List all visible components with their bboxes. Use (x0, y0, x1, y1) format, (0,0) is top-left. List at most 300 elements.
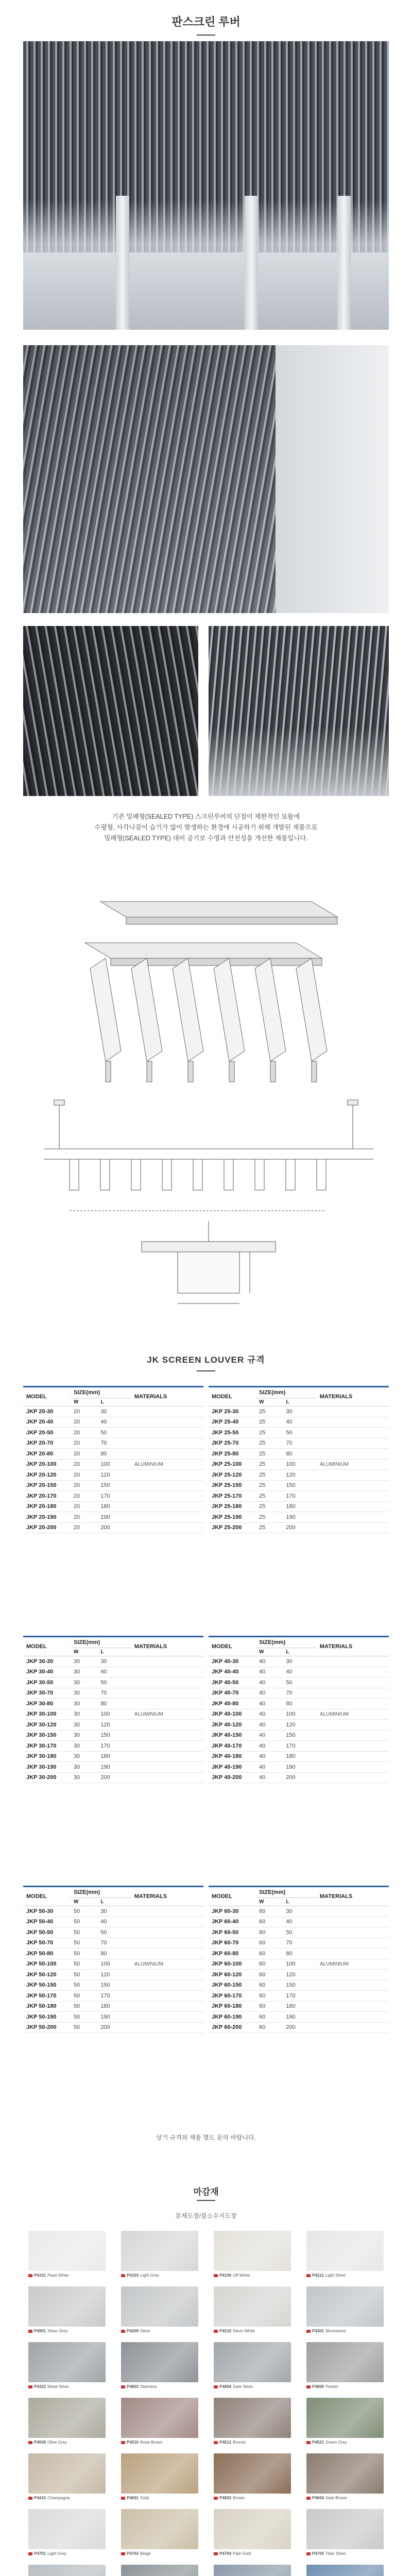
title-divider (197, 35, 215, 36)
photo-column (337, 196, 351, 330)
table-row (23, 1438, 203, 1449)
swatch-name: Green Grey (325, 2440, 347, 2445)
model-cell: JKP 30-40 (23, 1667, 71, 1677)
model-cell: JKP 20-100 (23, 1459, 71, 1470)
swatch-name: Light Grey (140, 2273, 160, 2278)
length-cell: 170 (283, 1491, 317, 1502)
table-header: SIZE(mm) (71, 1887, 131, 1898)
model-cell: JKP 30-150 (23, 1730, 71, 1741)
length-cell: 180 (97, 1751, 131, 1762)
width-cell: 60 (256, 1906, 283, 1917)
model-cell: JKP 40-50 (209, 1677, 256, 1688)
spec-table (209, 1886, 389, 2033)
swatch-code: P4410 (34, 2496, 46, 2500)
spec-title: JK SCREEN LOUVER 규격 (147, 1355, 265, 1365)
table-header: MATERIALS (131, 1887, 203, 1906)
width-cell: 40 (256, 1677, 283, 1688)
width-cell: 25 (256, 1449, 283, 1460)
width-cell: 30 (71, 1656, 97, 1667)
model-cell: JKP 20-30 (23, 1406, 71, 1417)
table-row (23, 1751, 203, 1762)
table-header: MODEL (23, 1387, 71, 1406)
width-cell: 50 (71, 1938, 97, 1948)
length-cell: 50 (97, 1428, 131, 1438)
model-cell: JKP 25-40 (209, 1417, 256, 1428)
finish-swatch (28, 2398, 106, 2438)
model-cell: JKP 25-80 (209, 1449, 256, 1460)
material-cell (317, 1980, 389, 1991)
table-row (23, 1720, 203, 1731)
width-cell: 30 (71, 1667, 97, 1677)
length-cell: 40 (97, 1667, 131, 1677)
width-cell: 60 (256, 1948, 283, 1959)
finish-swatch (306, 2398, 384, 2438)
swatch-label (28, 2384, 69, 2389)
ceiling-photo-detail-right (209, 626, 389, 796)
width-cell: 25 (256, 1428, 283, 1438)
length-cell: 70 (97, 1938, 131, 1948)
length-cell: 120 (283, 1470, 317, 1481)
width-cell: 20 (71, 1501, 97, 1512)
finish-swatch (306, 2231, 384, 2271)
swatch-name: Titan Silver (325, 2551, 346, 2556)
finish-divider (197, 2200, 215, 2201)
model-cell: JKP 60-80 (209, 1948, 256, 1959)
photo-column (245, 196, 258, 330)
model-cell: JKP 60-30 (209, 1906, 256, 1917)
width-cell: 60 (256, 2001, 283, 2012)
swatch-code: P4601 (127, 2496, 139, 2500)
table-row (209, 1762, 389, 1773)
swatch-code: P4210 (219, 2329, 232, 2333)
width-cell: 60 (256, 2022, 283, 2033)
table-row (23, 1417, 203, 1428)
table-row (23, 1991, 203, 2002)
width-cell: 30 (71, 1720, 97, 1731)
model-cell: JKP 40-80 (209, 1699, 256, 1709)
width-cell: 25 (256, 1522, 283, 1533)
width-cell: 60 (256, 1917, 283, 1927)
material-cell (131, 1938, 203, 1948)
width-cell: 25 (256, 1406, 283, 1417)
finish-swatch (28, 2565, 106, 2576)
swatch-label (121, 2440, 163, 2445)
spec-divider (197, 1370, 215, 1371)
material-cell (317, 1741, 389, 1752)
material-cell (317, 1470, 389, 1481)
width-cell: 20 (71, 1512, 97, 1523)
table-subheader: W (71, 1898, 97, 1906)
material-cell (317, 1720, 389, 1731)
swatch-name: Light Grey (47, 2551, 67, 2556)
material-cell (317, 1501, 389, 1512)
material-cell (131, 1667, 203, 1677)
flag-icon (306, 2330, 311, 2333)
model-cell: JKP 30-70 (23, 1688, 71, 1699)
length-cell: 80 (283, 1449, 317, 1460)
swatch-code: P4301 (312, 2329, 324, 2333)
swatch-label (306, 2384, 338, 2389)
swatch-name: Olive Grey (47, 2440, 67, 2445)
swatch-label (28, 2551, 66, 2556)
finish-swatch (121, 2231, 198, 2271)
length-cell: 80 (97, 1699, 131, 1709)
table-row (23, 1906, 203, 1917)
swatch-label (306, 2329, 346, 2333)
model-cell: JKP 60-150 (209, 1980, 256, 1991)
flag-icon (306, 2441, 311, 2444)
length-cell: 170 (97, 1991, 131, 2002)
model-cell: JKP 25-170 (209, 1491, 256, 1502)
installation-drawing (23, 881, 389, 1324)
model-cell: JKP 40-180 (209, 1751, 256, 1762)
finish-swatch (121, 2453, 198, 2494)
length-cell: 150 (283, 1730, 317, 1741)
swatch-label (121, 2384, 157, 2389)
flag-icon (121, 2385, 125, 2388)
model-cell: JKP 20-150 (23, 1480, 71, 1491)
width-cell: 25 (256, 1417, 283, 1428)
material-cell: ALUMINIUM (317, 1459, 389, 1470)
length-cell: 30 (97, 1906, 131, 1917)
swatch-code: P4804 (219, 2384, 232, 2389)
material-cell (317, 1480, 389, 1491)
swatch-name: Pearl White (47, 2273, 69, 2278)
model-cell: JKP 25-180 (209, 1501, 256, 1512)
length-cell: 190 (97, 1762, 131, 1773)
table-header: SIZE(mm) (256, 1387, 317, 1398)
width-cell: 40 (256, 1656, 283, 1667)
photo-column (116, 196, 129, 330)
model-cell: JKP 40-40 (209, 1667, 256, 1677)
table-subheader: L (97, 1398, 131, 1406)
material-cell (131, 1512, 203, 1523)
swatch-label (121, 2273, 159, 2278)
swatch-name: Bronze (233, 2440, 246, 2445)
material-cell (317, 1772, 389, 1783)
width-cell: 50 (71, 1927, 97, 1938)
material-cell (317, 1449, 389, 1460)
width-cell: 20 (71, 1522, 97, 1533)
flag-icon (306, 2385, 311, 2388)
width-cell: 60 (256, 1938, 283, 1948)
swatch-label (306, 2440, 347, 2445)
width-cell: 50 (71, 1991, 97, 2002)
material-cell (131, 1741, 203, 1752)
material-cell (317, 1906, 389, 1917)
length-cell: 180 (283, 2001, 317, 2012)
width-cell: 20 (71, 1459, 97, 1470)
model-cell: JKP 25-150 (209, 1480, 256, 1491)
length-cell: 190 (283, 1762, 317, 1773)
swatch-label (121, 2496, 149, 2500)
length-cell: 30 (97, 1406, 131, 1417)
table-row (209, 2022, 389, 2033)
width-cell: 30 (71, 1741, 97, 1752)
model-cell: JKP 30-170 (23, 1741, 71, 1752)
table-header: MATERIALS (317, 1887, 389, 1906)
swatch-label (214, 2551, 251, 2556)
swatch-name: Gold (140, 2496, 149, 2500)
swatch-label (306, 2551, 346, 2556)
width-cell: 40 (256, 1667, 283, 1677)
table-header: SIZE(mm) (71, 1637, 131, 1648)
finish-swatch (214, 2342, 291, 2382)
flag-icon (28, 2330, 32, 2333)
table-subheader: L (283, 1398, 317, 1406)
material-cell (317, 1938, 389, 1948)
width-cell: 25 (256, 1438, 283, 1449)
material-cell: ALUMINIUM (317, 1959, 389, 1970)
swatch-name: Silver Grey (47, 2329, 68, 2333)
width-cell: 40 (256, 1709, 283, 1720)
model-cell: JKP 20-170 (23, 1491, 71, 1502)
material-cell (131, 1406, 203, 1417)
length-cell: 150 (97, 1730, 131, 1741)
width-cell: 30 (71, 1677, 97, 1688)
material-cell (317, 1917, 389, 1927)
flag-icon (28, 2385, 32, 2388)
width-cell: 20 (71, 1480, 97, 1491)
material-cell (317, 1688, 389, 1699)
model-cell: JKP 40-30 (209, 1656, 256, 1667)
finish-title: 마감재 (193, 2187, 219, 2197)
swatch-name: Silver White (233, 2329, 255, 2333)
width-cell: 30 (71, 1762, 97, 1773)
flag-icon (214, 2552, 218, 2555)
model-cell: JKP 20-50 (23, 1428, 71, 1438)
width-cell: 30 (71, 1699, 97, 1709)
length-cell: 170 (97, 1741, 131, 1752)
spec-table (23, 1636, 203, 1783)
table-row (209, 1459, 389, 1470)
material-cell (131, 1428, 203, 1438)
width-cell: 25 (256, 1491, 283, 1502)
length-cell: 190 (97, 1512, 131, 1523)
spec-table (23, 1386, 203, 1533)
model-cell: JKP 50-70 (23, 1938, 71, 1948)
model-cell: JKP 60-40 (209, 1917, 256, 1927)
length-cell: 30 (283, 1656, 317, 1667)
finish-swatch (306, 2509, 384, 2549)
table-row (23, 1667, 203, 1677)
length-cell: 80 (283, 1948, 317, 1959)
swatch-label (121, 2551, 151, 2556)
model-cell: JKP 60-120 (209, 1970, 256, 1980)
table-row (209, 1991, 389, 2002)
table-row (209, 1428, 389, 1438)
finish-swatch (28, 2509, 106, 2549)
model-cell: JKP 30-30 (23, 1656, 71, 1667)
width-cell: 40 (256, 1741, 283, 1752)
width-cell: 40 (256, 1772, 283, 1783)
model-cell: JKP 20-70 (23, 1438, 71, 1449)
material-cell (131, 1948, 203, 1959)
table-row (23, 1948, 203, 1959)
table-row (209, 1656, 389, 1667)
model-cell: JKP 20-80 (23, 1449, 71, 1460)
length-cell: 50 (283, 1428, 317, 1438)
swatch-name: Beige (140, 2551, 151, 2556)
length-cell: 170 (283, 1991, 317, 2002)
photo-wall (276, 345, 389, 613)
table-row (23, 1762, 203, 1773)
width-cell: 60 (256, 1970, 283, 1980)
finish-swatch (214, 2565, 291, 2576)
table-row (23, 1522, 203, 1533)
length-cell: 200 (97, 1772, 131, 1783)
length-cell: 40 (283, 1667, 317, 1677)
width-cell: 40 (256, 1720, 283, 1731)
length-cell: 40 (97, 1917, 131, 1927)
flag-icon (28, 2497, 32, 2500)
width-cell: 20 (71, 1428, 97, 1438)
material-cell (131, 2001, 203, 2012)
swatch-name: Stainless (140, 2384, 157, 2389)
table-row (23, 1449, 203, 1460)
width-cell: 25 (256, 1501, 283, 1512)
flag-icon (121, 2441, 125, 2444)
table-row (209, 1730, 389, 1741)
length-cell: 100 (283, 1459, 317, 1470)
table-row (23, 1470, 203, 1481)
table-row (209, 1417, 389, 1428)
model-cell: JKP 50-120 (23, 1970, 71, 1980)
model-cell: JKP 20-40 (23, 1417, 71, 1428)
width-cell: 20 (71, 1491, 97, 1502)
swatch-name: Off White (233, 2273, 250, 2278)
swatch-label (214, 2329, 255, 2333)
material-cell (131, 1906, 203, 1917)
length-cell: 100 (283, 1959, 317, 1970)
width-cell: 50 (71, 1917, 97, 1927)
material-cell (131, 1480, 203, 1491)
table-row (23, 1980, 203, 1991)
swatch-label (214, 2496, 245, 2500)
swatch-code: P4703 (127, 2551, 139, 2556)
swatch-name: Light Silver (325, 2273, 346, 2278)
length-cell: 170 (97, 1491, 131, 1502)
material-cell (131, 1522, 203, 1533)
table-row (209, 1449, 389, 1460)
table-header: MODEL (209, 1387, 256, 1406)
swatch-code: P4803 (127, 2384, 139, 2389)
finish-swatch (214, 2398, 291, 2438)
swatch-code: P4704 (219, 2551, 232, 2556)
width-cell: 40 (256, 1699, 283, 1709)
model-cell: JKP 25-190 (209, 1512, 256, 1523)
length-cell: 200 (283, 1772, 317, 1783)
table-row (23, 1741, 203, 1752)
swatch-code: P4604 (312, 2496, 324, 2500)
material-cell (317, 1438, 389, 1449)
table-row (23, 1772, 203, 1783)
model-cell: JKP 20-180 (23, 1501, 71, 1512)
table-row (23, 1688, 203, 1699)
material-cell (131, 1751, 203, 1762)
model-cell: JKP 60-200 (209, 2022, 256, 2033)
table-row (209, 1927, 389, 1938)
length-cell: 30 (283, 1906, 317, 1917)
swatch-code: P4109 (219, 2273, 232, 2278)
width-cell: 20 (71, 1406, 97, 1417)
table-row (209, 2001, 389, 2012)
material-cell (317, 1699, 389, 1709)
material-cell (131, 1699, 203, 1709)
material-cell (317, 1522, 389, 1533)
model-cell: JKP 25-70 (209, 1438, 256, 1449)
table-header: SIZE(mm) (256, 1887, 317, 1898)
swatch-name: Moonstone (325, 2329, 346, 2333)
material-cell (317, 1428, 389, 1438)
model-cell: JKP 25-50 (209, 1428, 256, 1438)
flag-icon (214, 2385, 218, 2388)
ceiling-photo-lobby (23, 41, 389, 330)
table-row (209, 1688, 389, 1699)
width-cell: 50 (71, 2022, 97, 2033)
length-cell: 70 (283, 1438, 317, 1449)
material-cell (317, 1927, 389, 1938)
table-row (209, 1970, 389, 1980)
flag-icon (306, 2552, 311, 2555)
length-cell: 100 (97, 1709, 131, 1720)
length-cell: 200 (97, 1522, 131, 1533)
material-cell (131, 2012, 203, 2023)
flag-icon (214, 2441, 218, 2444)
model-cell: JKP 50-30 (23, 1906, 71, 1917)
material-cell (317, 1417, 389, 1428)
table-row (23, 1491, 203, 1502)
swatch-code: P4806 (312, 2384, 324, 2389)
model-cell: JKP 40-190 (209, 1762, 256, 1773)
flag-icon (214, 2274, 218, 2277)
length-cell: 180 (97, 1501, 131, 1512)
length-cell: 70 (97, 1438, 131, 1449)
model-cell: JKP 30-180 (23, 1751, 71, 1762)
width-cell: 30 (71, 1730, 97, 1741)
model-cell: JKP 60-190 (209, 2012, 256, 2023)
table-header: MATERIALS (317, 1637, 389, 1656)
model-cell: JKP 50-100 (23, 1959, 71, 1970)
table-header: MODEL (23, 1637, 71, 1656)
ceiling-photo-perspective (23, 345, 389, 613)
length-cell: 170 (283, 1741, 317, 1752)
material-cell (131, 1417, 203, 1428)
flag-icon (214, 2497, 218, 2500)
table-row (23, 1709, 203, 1720)
width-cell: 50 (71, 1970, 97, 1980)
finish-swatch (214, 2286, 291, 2327)
table-subheader: L (283, 1648, 317, 1656)
model-cell: JKP 50-180 (23, 2001, 71, 2012)
length-cell: 100 (97, 1959, 131, 1970)
finish-subtitle: 분체도장/불소수지도장 (175, 2212, 237, 2219)
model-cell: JKP 60-70 (209, 1938, 256, 1948)
table-row (23, 1512, 203, 1523)
width-cell: 50 (71, 2001, 97, 2012)
flag-icon (306, 2497, 311, 2500)
model-cell: JKP 50-200 (23, 2022, 71, 2033)
table-row (23, 2022, 203, 2033)
material-cell (317, 1970, 389, 1980)
material-cell (317, 2022, 389, 2033)
flag-icon (121, 2274, 125, 2277)
finish-swatch (214, 2231, 291, 2271)
length-cell: 200 (97, 2022, 131, 2033)
length-cell: 80 (283, 1699, 317, 1709)
length-cell: 120 (283, 1970, 317, 1980)
material-cell (131, 1438, 203, 1449)
